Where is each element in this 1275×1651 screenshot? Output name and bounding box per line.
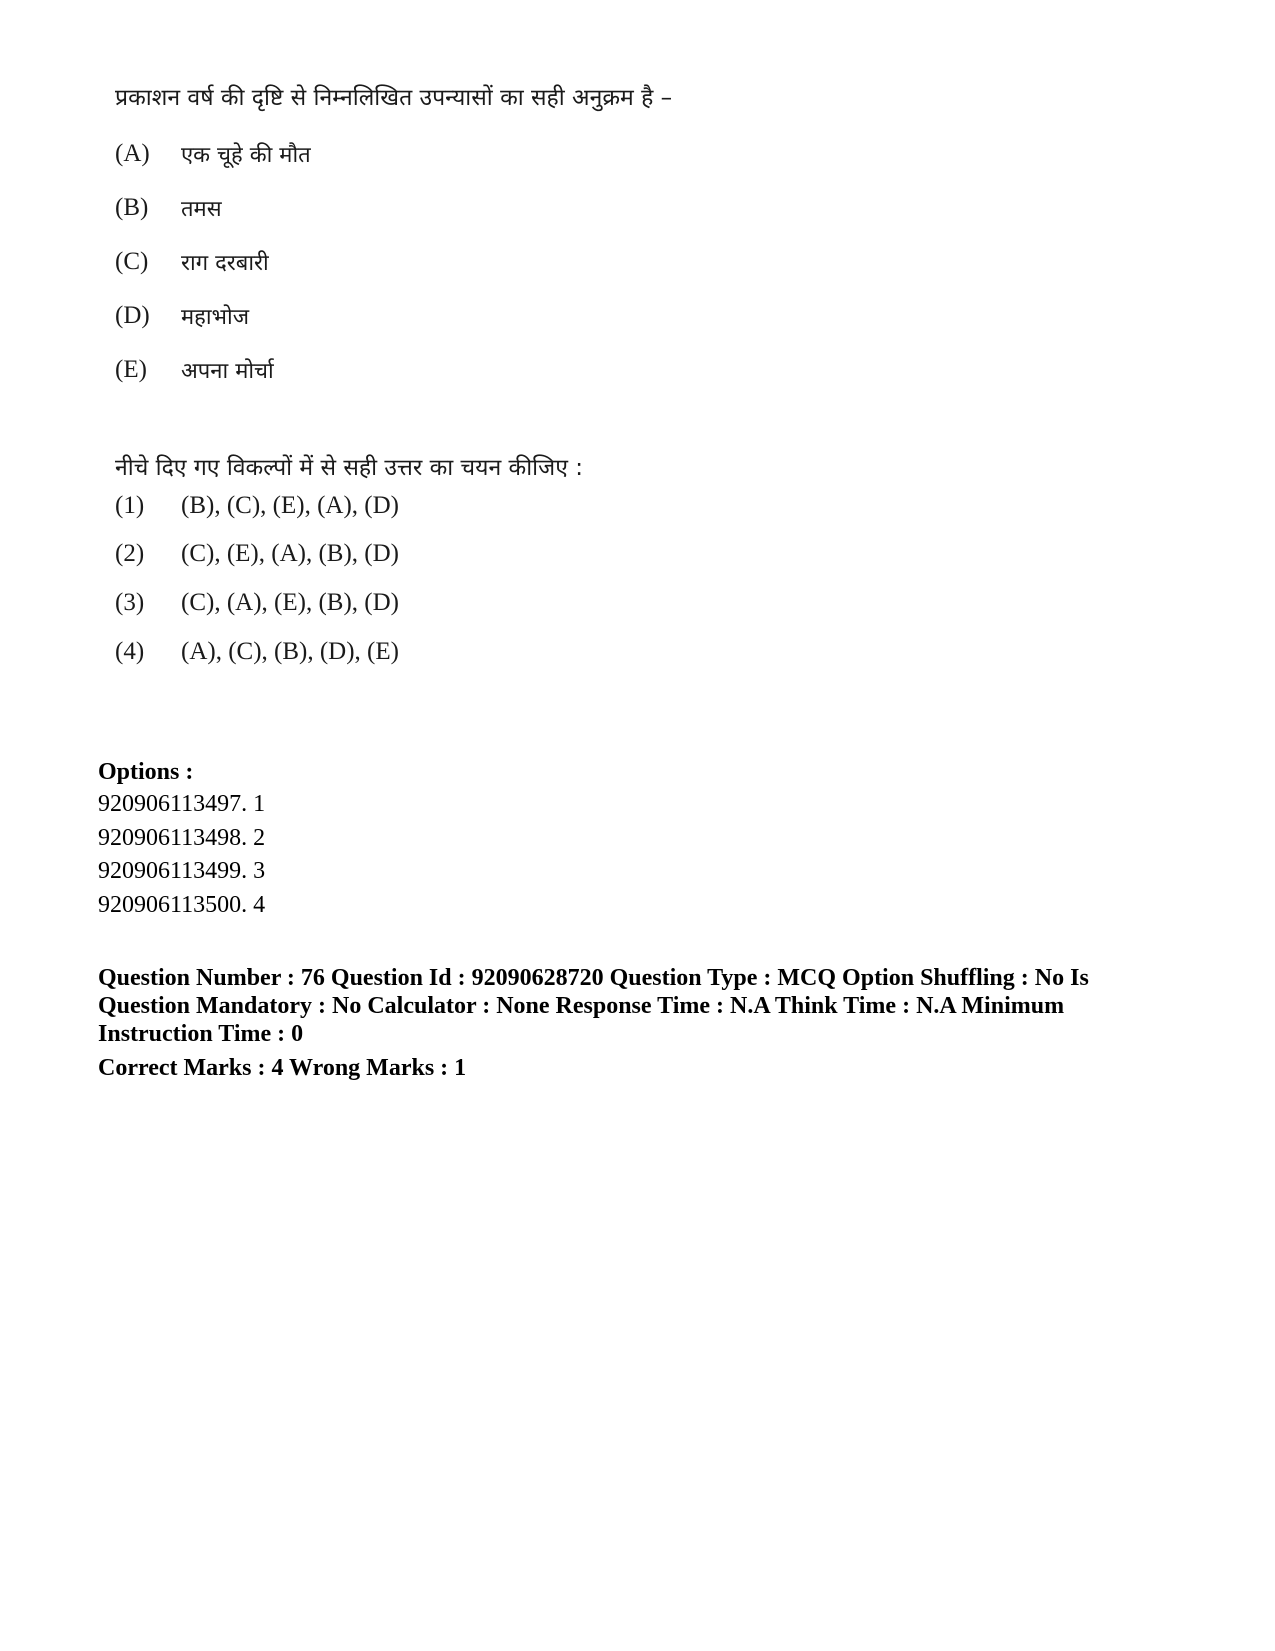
choice-text: (C), (A), (E), (B), (D) [181, 589, 399, 616]
item-label: (C) [115, 248, 149, 275]
item-label: (A) [115, 140, 150, 167]
options-heading: Options : [98, 759, 194, 785]
choice-item [115, 488, 399, 524]
choice-label: (4) [115, 638, 145, 665]
item-text: महाभोज [181, 305, 250, 330]
item-text: राग दरबारी [181, 251, 269, 276]
choice-label: (1) [115, 492, 145, 519]
list-item [115, 136, 311, 172]
option-line: 920906113500. 4 [98, 891, 266, 918]
question-stem: प्रकाशन वर्ष की दृष्टि से निम्नलिखित उपन्यासों का सही अनुक्रम है – [115, 85, 673, 111]
question-meta-details: Question Number : 76 Question Id : 92090628720 Question Type : MCQ Option Shuffling : No Is Question Mandatory : No Calculator : None Response Time : N.A Think Time : N.A Minimum Instruction Time : 0 [98, 965, 1089, 1047]
item-text: एक चूहे की मौत [181, 143, 311, 168]
item-label: (B) [115, 194, 149, 221]
option-line: 920906113498. 2 [98, 824, 266, 851]
choice-item [115, 634, 399, 670]
list-item [115, 190, 222, 226]
item-text: तमस [181, 197, 222, 222]
choice-item [115, 536, 399, 572]
item-label: (E) [115, 356, 147, 383]
item-label: (D) [115, 302, 150, 329]
choice-label: (3) [115, 589, 145, 616]
item-text: अपना मोर्चा [181, 359, 274, 384]
list-item [115, 298, 249, 334]
list-item [115, 244, 269, 280]
option-line: 920906113497. 1 [98, 791, 266, 817]
option-line: 920906113499. 3 [98, 858, 266, 884]
choice-text: (C), (E), (A), (B), (D) [181, 540, 399, 567]
choice-label: (2) [115, 540, 145, 567]
choice-text: (B), (C), (E), (A), (D) [181, 492, 399, 519]
choice-item [115, 585, 399, 621]
question-marks: Correct Marks : 4 Wrong Marks : 1 [98, 1055, 467, 1081]
list-item [115, 352, 274, 388]
question-instruction: नीचे दिए गए विकल्पों में से सही उत्तर का चयन कीजिए : [115, 455, 583, 481]
options-section [98, 756, 1138, 922]
choice-text: (A), (C), (B), (D), (E) [181, 638, 399, 665]
